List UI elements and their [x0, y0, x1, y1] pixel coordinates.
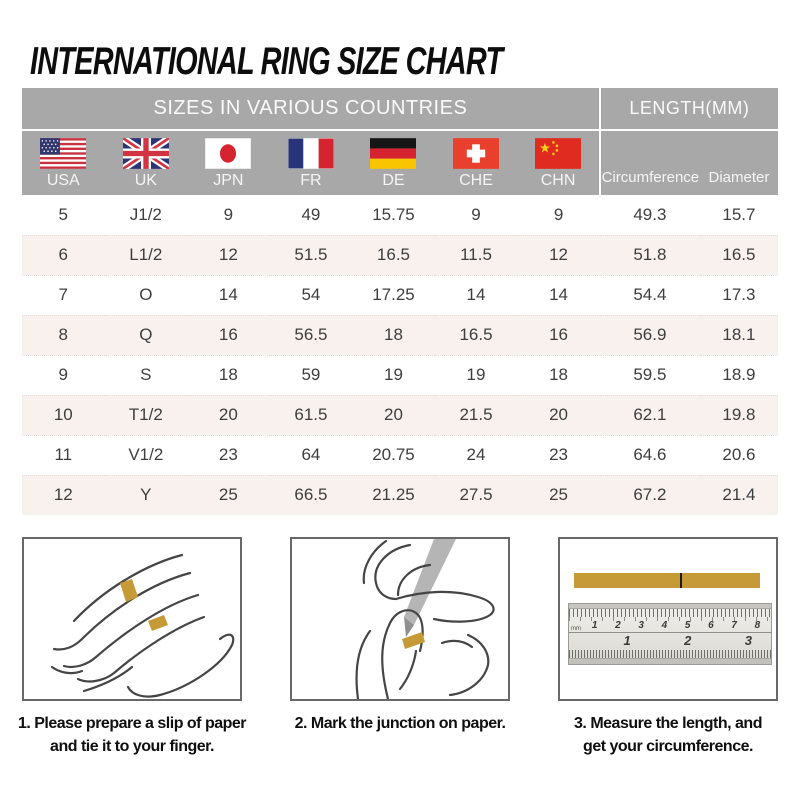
table-cell: 49	[270, 195, 353, 235]
table-cell: 7	[22, 275, 105, 315]
column-label-jpn: JPN	[213, 172, 244, 189]
table-cell: Y	[105, 475, 188, 515]
column-header-fr	[270, 130, 353, 195]
hand-with-paper-slip-drawing	[24, 539, 240, 699]
table-cell: 66.5	[270, 475, 353, 515]
table-cell: 24	[435, 435, 518, 475]
table-cell: L1/2	[105, 235, 188, 275]
ruler-number: 3	[744, 633, 752, 648]
column-header-uk	[105, 130, 188, 195]
table-cell: 51.5	[270, 235, 353, 275]
table-cell: 14	[187, 275, 270, 315]
switzerland-flag-icon	[453, 138, 499, 169]
column-label-chn: CHN	[540, 172, 576, 189]
table-cell: 6	[22, 235, 105, 275]
table-cell: 21.5	[435, 395, 518, 435]
france-flag-icon	[288, 138, 334, 169]
table-cell: 64.6	[600, 435, 700, 475]
table-cell: 64	[270, 435, 353, 475]
ruler-cm-scale	[569, 617, 771, 633]
table-cell: 56.9	[600, 315, 700, 355]
sizes-group-header: SIZES IN VARIOUS COUNTRIES	[22, 88, 600, 130]
table-cell: 61.5	[270, 395, 353, 435]
step3-caption-line1: 3. Measure the length, and	[574, 715, 762, 732]
table-cell: 27.5	[435, 475, 518, 515]
table-cell: Q	[105, 315, 188, 355]
ruler-number: 5	[684, 620, 691, 631]
table-cell: 14	[517, 275, 600, 315]
table-cell: 54.4	[600, 275, 700, 315]
table-cell: 23	[517, 435, 600, 475]
table-row	[22, 475, 778, 515]
step-1	[17, 537, 247, 758]
table-cell: 16.5	[700, 235, 778, 275]
ruler-inch-scale	[569, 633, 771, 650]
table-header	[22, 88, 778, 195]
table-cell: 18	[517, 355, 600, 395]
table-cell: 8	[22, 315, 105, 355]
ruler-bottom-edge	[569, 658, 771, 664]
table-cell: 11.5	[435, 235, 518, 275]
table-body	[22, 195, 778, 515]
germany-flag-icon	[370, 138, 416, 169]
table-cell: 10	[22, 395, 105, 435]
column-header-jpn	[187, 130, 270, 195]
ruler-mm-ticks	[569, 609, 771, 617]
table-cell: 18.1	[700, 315, 778, 355]
table-cell: 49.3	[600, 195, 700, 235]
table-cell: 18	[187, 355, 270, 395]
table-cell: 16.5	[352, 235, 435, 275]
table-cell: 16	[187, 315, 270, 355]
table-cell: 21.4	[700, 475, 778, 515]
table-cell: 9	[435, 195, 518, 235]
table-cell: 62.1	[600, 395, 700, 435]
table-cell: V1/2	[105, 435, 188, 475]
table-cell: 20	[187, 395, 270, 435]
table-cell: 11	[22, 435, 105, 475]
table-row	[22, 355, 778, 395]
table-cell: 23	[187, 435, 270, 475]
ruler-number: 8	[754, 620, 761, 631]
column-header-chn	[517, 130, 600, 195]
group-header-row	[22, 88, 778, 130]
ruler-number: 7	[731, 620, 737, 631]
table-cell: O	[105, 275, 188, 315]
ring-size-table	[22, 88, 778, 515]
column-header-circumference: Circumference	[600, 130, 700, 195]
table-cell: S	[105, 355, 188, 395]
table-cell: 14	[435, 275, 518, 315]
table-cell: 9	[187, 195, 270, 235]
uk-flag-icon	[123, 138, 169, 169]
junction-mark	[680, 573, 682, 588]
table-cell: 19.8	[700, 395, 778, 435]
table-cell: 67.2	[600, 475, 700, 515]
column-label-usa: USA	[46, 172, 80, 189]
column-header-de	[352, 130, 435, 195]
table-cell: 9	[517, 195, 600, 235]
step2-caption-line1: 2. Mark the junction on paper.	[294, 715, 506, 732]
column-label-fr: FR	[300, 172, 322, 189]
table-cell: 54	[270, 275, 353, 315]
column-header-usa	[22, 130, 105, 195]
table-cell: 17.25	[352, 275, 435, 315]
table-cell: 12	[187, 235, 270, 275]
table-cell: 17.3	[700, 275, 778, 315]
ruler-number: 4	[661, 620, 668, 631]
japan-flag-icon	[205, 138, 251, 169]
step3-caption-line2: get your circumference.	[583, 738, 753, 756]
table-cell: 20.75	[352, 435, 435, 475]
column-header-diameter: Diameter	[700, 130, 778, 195]
table-cell: 16	[517, 315, 600, 355]
page-title: INTERNATIONAL RING SIZE CHART	[30, 40, 503, 83]
paper-strip	[574, 573, 760, 588]
table-cell: 25	[187, 475, 270, 515]
ruler-number: 2	[684, 633, 692, 648]
column-label-che: CHE	[459, 172, 493, 189]
title-area	[0, 0, 800, 84]
ruler-number: 3	[638, 620, 644, 631]
table-row	[22, 395, 778, 435]
step1-caption-line2: and tie it to your finger.	[50, 738, 214, 756]
ruler-unit-label: mm	[571, 626, 581, 632]
table-row	[22, 275, 778, 315]
step3-illustration	[558, 537, 778, 701]
ruler-number: 1	[623, 633, 631, 648]
column-label-uk: UK	[134, 172, 157, 189]
column-header-che	[435, 130, 518, 195]
table-cell: 15.75	[352, 195, 435, 235]
ruler-number: 1	[591, 620, 598, 631]
china-flag-icon	[535, 138, 581, 169]
table-cell: 56.5	[270, 315, 353, 355]
table-cell: 25	[517, 475, 600, 515]
table-cell: 19	[435, 355, 518, 395]
table-cell: J1/2	[105, 195, 188, 235]
table-cell: 20	[517, 395, 600, 435]
length-group-header: LENGTH(MM)	[600, 88, 778, 130]
table-cell: 59.5	[600, 355, 700, 395]
step1-illustration	[22, 537, 242, 701]
table-cell: 51.8	[600, 235, 700, 275]
instruction-steps	[17, 537, 778, 758]
table-cell: 16.5	[435, 315, 518, 355]
table-cell: 5	[22, 195, 105, 235]
table-cell: 15.7	[700, 195, 778, 235]
table-cell: 59	[270, 355, 353, 395]
table-cell: 18	[352, 315, 435, 355]
step-2	[290, 537, 510, 758]
ruler-number: 2	[615, 620, 621, 631]
ruler	[568, 603, 772, 665]
table-cell: 19	[352, 355, 435, 395]
country-header-row	[22, 130, 778, 195]
marking-with-pen-drawing	[292, 539, 508, 699]
table-row	[22, 435, 778, 475]
step2-illustration	[290, 537, 510, 701]
step3-caption	[503, 712, 800, 758]
usa-flag-icon	[40, 138, 86, 169]
ruler-fine-ticks	[569, 650, 771, 658]
ruler-number: 6	[708, 620, 714, 631]
step1-caption-line1: 1. Please prepare a slip of paper	[17, 715, 247, 732]
column-label-de: DE	[382, 172, 405, 189]
table-cell: 20.6	[700, 435, 778, 475]
table-row	[22, 315, 778, 355]
table-row	[22, 195, 778, 235]
table-cell: 12	[22, 475, 105, 515]
step-3	[558, 537, 778, 758]
table-cell: 9	[22, 355, 105, 395]
table-cell: T1/2	[105, 395, 188, 435]
table-cell: 21.25	[352, 475, 435, 515]
table-cell: 20	[352, 395, 435, 435]
table-cell: 12	[517, 235, 600, 275]
table-row	[22, 235, 778, 275]
table-cell: 18.9	[700, 355, 778, 395]
